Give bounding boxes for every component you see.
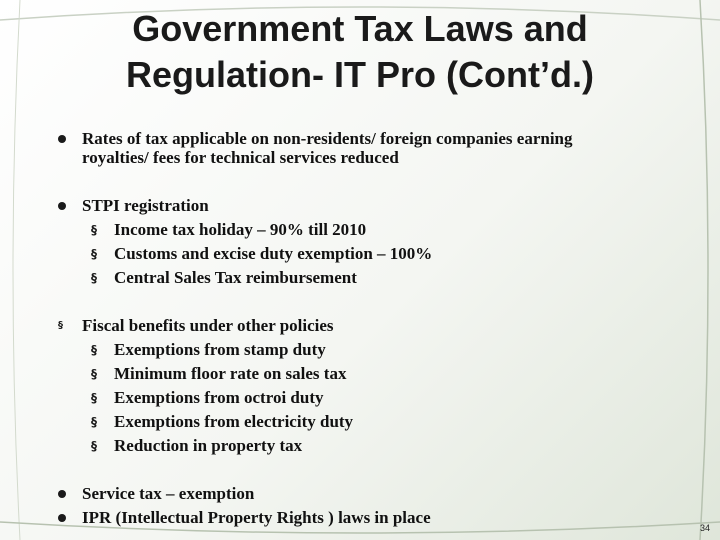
section-sign-icon: §: [91, 343, 97, 357]
bullet-2-text: STPI registration: [82, 196, 209, 215]
section-sign-icon: §: [91, 415, 97, 429]
section-sign-icon: §: [91, 223, 97, 237]
round-bullet-icon: [58, 202, 66, 210]
section-sign-icon: §: [91, 439, 97, 453]
bullet-5-text: IPR (Intellectual Property Rights ) laws in place: [82, 508, 431, 527]
slide-title-line-2: Regulation- IT Pro (Cont’d.): [126, 54, 594, 95]
bullet-2-sub-1: Income tax holiday – 90% till 2010: [114, 220, 367, 239]
bullet-2-sub-2: Customs and excise duty exemption – 100%: [114, 244, 433, 263]
slide-title-line-1: Government Tax Laws and: [132, 8, 588, 49]
round-bullet-icon: [58, 135, 66, 143]
bullet-3-sub-5: Reduction in property tax: [114, 436, 303, 455]
section-sign-icon: §: [58, 320, 63, 331]
bullet-3-sub-2: Minimum floor rate on sales tax: [114, 364, 347, 383]
bullet-1-line-1: Rates of tax applicable on non-residents/ foreign companies earning: [82, 129, 573, 148]
round-bullet-icon: [58, 514, 66, 522]
section-sign-icon: §: [91, 367, 97, 381]
section-sign-icon: §: [91, 247, 97, 261]
round-bullet-icon: [58, 490, 66, 498]
section-sign-icon: §: [91, 391, 97, 405]
bullet-3-text: Fiscal benefits under other policies: [82, 316, 334, 335]
bullet-4-text: Service tax – exemption: [82, 484, 255, 503]
bullet-3-sub-4: Exemptions from electricity duty: [114, 412, 354, 431]
page-number: 34: [699, 523, 710, 533]
bullet-2-sub-3: Central Sales Tax reimbursement: [114, 268, 357, 287]
bullet-1-line-2: royalties/ fees for technical services reduced: [82, 148, 399, 167]
bullet-3-sub-1: Exemptions from stamp duty: [114, 340, 326, 359]
section-sign-icon: §: [91, 271, 97, 285]
bullet-3-sub-3: Exemptions from octroi duty: [114, 388, 324, 407]
